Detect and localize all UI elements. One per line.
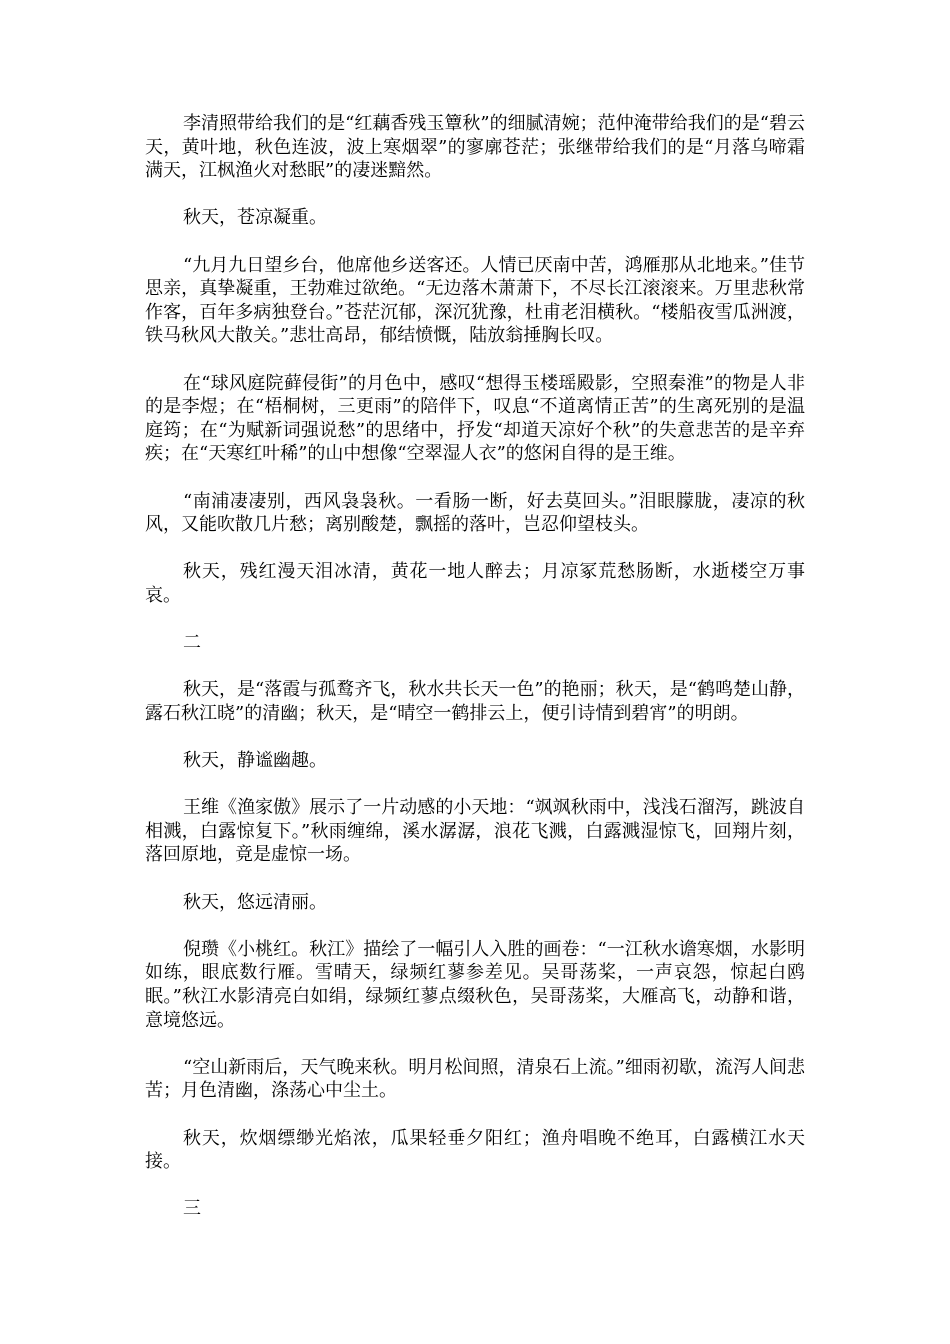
paragraph-liqingzhao: 李清照带给我们的是“红藕香残玉簟秋”的细腻清婉；范仲淹带给我们的是“碧云天，黄叶地，秋色连波，波上寒烟翠”的寥廓苍茫；张继带给我们的是“月落乌啼霜满天，江枫渔火对愁眠”的凄迷黯然。	[145, 113, 805, 182]
paragraph-wangwei-fisherman: 王维《渔家傲》展示了一片动感的小天地：“飒飒秋雨中，浅浅石溜泻，跳波自相溅，白露惊复下。”秋雨缠绵，溪水潺潺，浪花飞溅，白露溅湿惊飞，回翔片刻，落回原地，竟是虚惊一场。	[145, 797, 805, 866]
paragraph-moonlight-courtyard: 在“球风庭院藓侵街”的月色中，感叹“想得玉楼瑶殿影，空照秦淮”的物是人非的是李煜；在“梧桐树，三更雨”的陪伴下，叹息“不道离情正苦”的生离死别的是温庭筠；在“为赋新词强说愁”的思绪中，抒发“却道天凉好个秋”的失意悲苦的是辛弃疾；在“天寒红叶稀”的山中想像“空翠湿人衣”的悠闲自得的是王维。	[145, 372, 805, 465]
paragraph-double-ninth: “九月九日望乡台，他席他乡送客还。人情已厌南中苦，鸿雁那从北地来。”佳节思亲，真挚凝重，王勃难过欲绝。“无边落木萧萧下，不尽长江滚滚来。万里悲秋常作客，百年多病独登台。”苍茫沉郁，深沉犹豫，杜甫老泪横秋。“楼船夜雪瓜洲渡，铁马秋风大散关。”悲壮高昂，郁结愤慨，陆放翁捶胸长叹。	[145, 254, 805, 347]
paragraph-autumn-sunset-clouds: 秋天，是“落霞与孤鹜齐飞，秋水共长天一色”的艳丽；秋天，是“鹤鸣楚山静，露石秋江晓”的清幽；秋天，是“晴空一鹤排云上，便引诗情到碧宵”的明朗。	[145, 679, 805, 724]
paragraph-nizan-autumn-river: 倪瓒《小桃红。秋江》描绘了一幅引人入胜的画卷：“一江秋水谵寒烟，水影明如练，眼底数行雁。雪晴天，绿频红蓼参差见。吴哥荡桨，一声哀怨，惊起白鸥眠。”秋江水影清亮白如绢，绿频红蓼点缀秋色，吴哥荡桨，大雁高飞，动静和谐，意境悠远。	[145, 938, 805, 1031]
paragraph-autumn-serene: 秋天，悠远清丽。	[183, 891, 327, 913]
section-heading-three: 三	[183, 1198, 201, 1220]
section-heading-two: 二	[183, 632, 201, 654]
paragraph-autumn-red-petals: 秋天，残红漫天泪冰清，黄花一地人醉去；月凉冢荒愁肠断，水逝楼空万事哀。	[145, 561, 805, 606]
paragraph-nanpu-farewell: “南浦凄凄别，西风袅袅秋。一看肠一断，好去莫回头。”泪眼朦胧，凄凉的秋风，又能吹散几片愁；离别酸楚，飘摇的落叶，岂忍仰望枝头。	[145, 490, 805, 536]
paragraph-autumn-desolate: 秋天，苍凉凝重。	[183, 207, 327, 229]
paragraph-autumn-tranquil: 秋天，静谧幽趣。	[183, 750, 327, 772]
document-body	[145, 112, 805, 1245]
paragraph-empty-mountain: “空山新雨后，天气晚来秋。明月松间照，清泉石上流。”细雨初歇，流泻人间悲苦；月色清幽，涤荡心中尘土。	[145, 1056, 805, 1102]
paragraph-autumn-cooking-smoke: 秋天，炊烟缥缈光焰浓，瓜果轻垂夕阳红；渔舟唱晚不绝耳，白露横江水天接。	[145, 1127, 805, 1173]
